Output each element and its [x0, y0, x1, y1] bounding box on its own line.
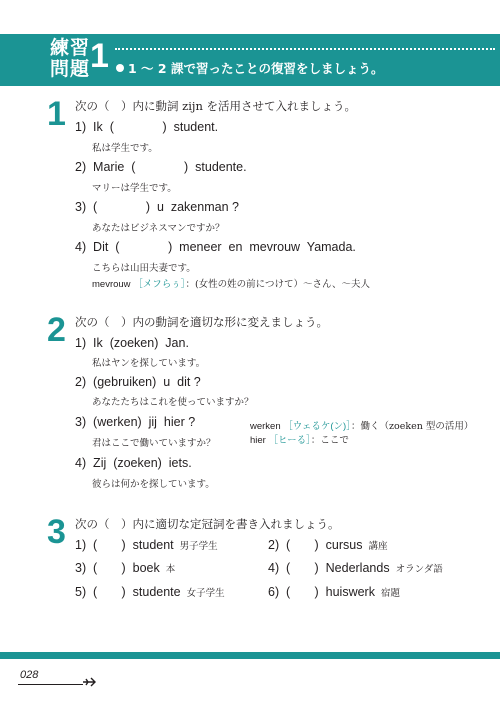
section-3-number: 3 [47, 513, 66, 551]
header-title: 練習 問題 [50, 37, 91, 80]
airplane-icon [82, 675, 96, 693]
exercise-3-2: 2) ( ) cursus 講座 [268, 538, 388, 552]
exercise-3-6: 6) ( ) huiswerk 宿題 [268, 585, 400, 599]
vocab-note-hier: hier ［ヒーる］：ここで [250, 435, 349, 446]
section-1-number: 1 [47, 95, 66, 133]
exercise-1-4-translation: こちらは山田夫妻です。 [92, 263, 196, 274]
exercise-1-1: 1) Ik ( ) student. [75, 120, 219, 134]
exercise-1-3-translation: あなたはビジネスマンですか？ [92, 223, 225, 234]
bullet-icon [116, 64, 124, 72]
page-number: 028 [20, 669, 39, 681]
exercise-3-3: 3) ( ) boek 本 [75, 561, 176, 575]
exercise-1-4: 4) Dit ( ) meneer en mevrouw Yamada. [75, 240, 356, 254]
header-subtitle: 1 ～ 2 課で習ったことの復習をしましょう。 [116, 59, 383, 77]
footer-rule [18, 684, 83, 685]
exercise-3-5: 5) ( ) studente 女子学生 [75, 585, 225, 599]
exercise-2-2: 2) (gebruiken) u dit ? [75, 375, 201, 389]
exercise-1-1-translation: 私は学生です。 [92, 143, 158, 154]
exercise-2-4-translation: 彼らは何かを探しています。 [92, 479, 215, 490]
header-number: 1 [90, 37, 109, 75]
exercise-1-2-translation: マリーは学生です。 [92, 183, 177, 194]
exercise-2-3-translation: 君はここで働いていますか？ [92, 438, 216, 449]
exercise-header [0, 34, 500, 86]
vocab-note-mevrouw: mevrouw ［メフらぅ］：(女性の姓の前につけて）～さん、～夫人 [92, 279, 371, 290]
section-2-instruction: 次の（ ）内の動詞を適切な形に変えましょう。 [75, 315, 328, 329]
section-3-instruction: 次の（ ）内に適切な定冠詞を書き入れましょう。 [75, 517, 340, 531]
vocab-note-werken: werken ［ウェるケ(ン)］：働く（zoeken 型の活用） [250, 421, 474, 432]
exercise-2-3: 3) (werken) jij hier ? [75, 415, 196, 429]
exercise-2-1: 1) Ik (zoeken) Jan. [75, 336, 189, 350]
exercise-3-4: 4) ( ) Nederlands オランダ語 [268, 561, 443, 575]
header-dotted-rule [115, 48, 495, 50]
exercise-2-4: 4) Zij (zoeken) iets. [75, 456, 192, 470]
footer-bar [0, 652, 500, 659]
section-1-instruction: 次の（ ）内に動詞 zijn を活用させて入れましょう。 [75, 99, 357, 113]
exercise-2-1-translation: 私はヤンを探しています。 [92, 358, 206, 369]
exercise-1-2: 2) Marie ( ) studente. [75, 160, 247, 174]
exercise-3-1: 1) ( ) student 男子学生 [75, 538, 218, 552]
section-2-number: 2 [47, 311, 66, 349]
exercise-1-3: 3) ( ) u zakenman ? [75, 200, 239, 214]
exercise-2-2-translation: あなたたちはこれを使っていますか？ [92, 397, 254, 408]
